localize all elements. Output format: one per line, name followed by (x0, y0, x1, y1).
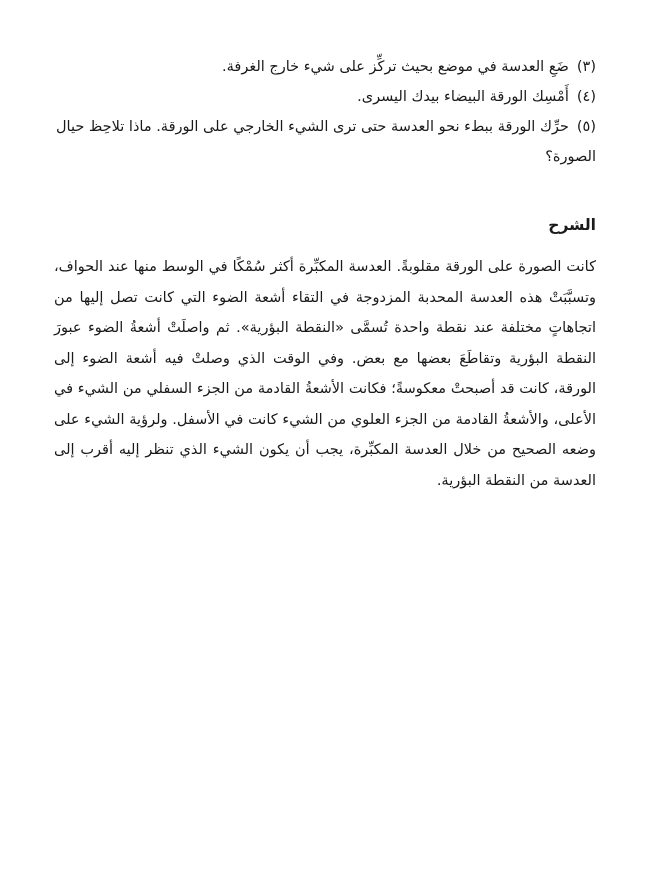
step-item (54, 52, 596, 82)
step-number: (٥) (576, 119, 596, 135)
explanation-paragraph: كانت الصورة على الورقة مقلوبةً. العدسة المكبِّرة أكثر سُمْكًا في الوسط منها عند الحواف، وتسبَّبَتْ هذه العدسة المحدبة المزدوجة في التقاء أشعة الضوء التي كانت تصل إليها من اتجاهاتٍ مختلفة عند نقطة واحدة تُسمَّى «النقطة البؤرية». ثم واصلَتْ أشعةُ الضوء عبورَ النقطة البؤرية وتقاطَعَ بعضها مع بعض. وفي الوقت الذي وصلتْ فيه أشعة الضوء إلى الورقة، كانت قد أصبحتْ معكوسةً؛ فكانت الأشعةُ القادمة من الجزء السفلي من الشيء في الأعلى، والأشعةُ القادمة من الجزء العلوي من الشيء كانت في الأسفل. ولرؤية الشيء على وضعه الصحيح من خلال العدسة المكبِّرة، يجب أن يكون الشيء الذي تنظر إليه أقرب إلى العدسة من النقطة البؤرية. (54, 259, 596, 489)
step-number: (٣) (576, 59, 596, 75)
step-item (54, 82, 596, 112)
step-number: (٤) (576, 89, 596, 105)
explanation-heading: الشرح (548, 216, 596, 234)
step-text: ضَعِ العدسة في موضع بحيث تركِّز على شيء خارج الغرفة. (222, 59, 569, 75)
step-text: أَمْسِك الورقة البيضاء بيدك اليسرى. (357, 89, 569, 105)
steps-list (54, 52, 596, 172)
step-text: حرِّك الورقة ببطء نحو العدسة حتى ترى الشيء الخارجي على الورقة. ماذا تلاحِظ حيال الصورة؟ (55, 119, 596, 165)
step-item (54, 112, 596, 172)
document-page (54, 52, 596, 496)
